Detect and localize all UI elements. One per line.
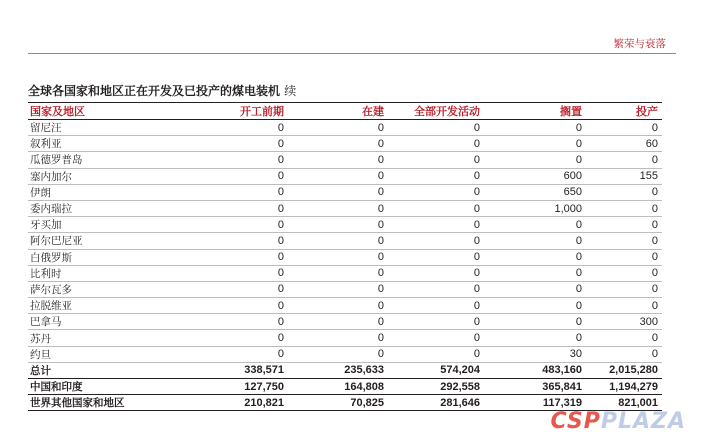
cell-all-development: 0 — [388, 249, 484, 265]
cell-pre-construction: 0 — [188, 346, 288, 362]
cell-construction: 0 — [288, 265, 388, 281]
cell-operating: 0 — [586, 217, 662, 233]
cell-pre-construction: 0 — [188, 200, 288, 216]
cell-operating: 60 — [586, 136, 662, 152]
cell-shelved: 650 — [484, 184, 586, 200]
table-header-row — [28, 103, 662, 120]
cell-pre-construction: 0 — [188, 281, 288, 297]
cell-pre-construction: 0 — [188, 184, 288, 200]
table-row — [28, 314, 662, 330]
cell-operating: 0 — [586, 346, 662, 362]
section-name: 繁荣与衰落 — [613, 38, 666, 50]
cell-construction: 0 — [288, 136, 388, 152]
total-cell-pre-construction: 210,821 — [188, 395, 288, 411]
column-header-pre-construction: 开工前期 — [188, 103, 288, 120]
cell-operating: 0 — [586, 200, 662, 216]
cell-construction: 0 — [288, 184, 388, 200]
table-row — [28, 168, 662, 184]
cell-pre-construction: 0 — [188, 217, 288, 233]
cell-shelved: 0 — [484, 120, 586, 136]
cell-all-development: 0 — [388, 314, 484, 330]
column-header-construction: 在建 — [288, 103, 388, 120]
cell-pre-construction: 0 — [188, 233, 288, 249]
column-header-shelved: 搁置 — [484, 103, 586, 120]
cell-construction: 0 — [288, 200, 388, 216]
page-header — [28, 30, 676, 54]
cell-shelved: 0 — [484, 314, 586, 330]
cell-country: 比利时 — [28, 265, 188, 281]
cell-country: 萨尔瓦多 — [28, 281, 188, 297]
table-title-suffix: 续 — [284, 84, 297, 98]
total-cell-all-development: 281,646 — [388, 395, 484, 411]
total-cell-construction: 235,633 — [288, 362, 388, 378]
cell-pre-construction: 0 — [188, 330, 288, 346]
column-header-operating: 投产 — [586, 103, 662, 120]
total-cell-country: 总计 — [28, 362, 188, 378]
total-row — [28, 362, 662, 378]
total-cell-construction: 70,825 — [288, 395, 388, 411]
cell-pre-construction: 0 — [188, 120, 288, 136]
total-cell-operating: 821,001 — [586, 395, 662, 411]
cell-all-development: 0 — [388, 298, 484, 314]
table-row — [28, 265, 662, 281]
table-row — [28, 120, 662, 136]
cell-all-development: 0 — [388, 281, 484, 297]
cell-construction: 0 — [288, 168, 388, 184]
table-row — [28, 152, 662, 168]
cell-operating: 0 — [586, 120, 662, 136]
cell-country: 白俄罗斯 — [28, 249, 188, 265]
cell-operating: 0 — [586, 152, 662, 168]
cell-operating: 0 — [586, 249, 662, 265]
table-title — [28, 82, 296, 99]
table-row — [28, 281, 662, 297]
cell-construction: 0 — [288, 152, 388, 168]
cell-country: 委内瑞拉 — [28, 200, 188, 216]
cell-operating: 0 — [586, 184, 662, 200]
cell-construction: 0 — [288, 233, 388, 249]
total-row — [28, 379, 662, 395]
cell-all-development: 0 — [388, 136, 484, 152]
cell-pre-construction: 0 — [188, 152, 288, 168]
cell-all-development: 0 — [388, 265, 484, 281]
total-cell-pre-construction: 338,571 — [188, 362, 288, 378]
total-cell-all-development: 574,204 — [388, 362, 484, 378]
cell-country: 留尼汪 — [28, 120, 188, 136]
cell-shelved: 0 — [484, 330, 586, 346]
cell-shelved: 0 — [484, 298, 586, 314]
table-body — [28, 120, 662, 411]
table-row — [28, 200, 662, 216]
watermark-part-b: PLAZA — [600, 409, 686, 434]
cell-country: 牙买加 — [28, 217, 188, 233]
cell-all-development: 0 — [388, 217, 484, 233]
cell-shelved: 0 — [484, 265, 586, 281]
cell-operating: 0 — [586, 330, 662, 346]
cell-pre-construction: 0 — [188, 298, 288, 314]
total-cell-construction: 164,808 — [288, 379, 388, 395]
cell-operating: 0 — [586, 281, 662, 297]
cell-construction: 0 — [288, 281, 388, 297]
cell-operating: 300 — [586, 314, 662, 330]
cell-pre-construction: 0 — [188, 265, 288, 281]
cell-shelved: 30 — [484, 346, 586, 362]
cell-all-development: 0 — [388, 330, 484, 346]
cell-construction: 0 — [288, 298, 388, 314]
table-row — [28, 330, 662, 346]
cell-construction: 0 — [288, 330, 388, 346]
coal-capacity-table — [28, 102, 662, 411]
cell-pre-construction: 0 — [188, 249, 288, 265]
table-row — [28, 217, 662, 233]
watermark-part-a: CSP — [550, 409, 601, 434]
cell-operating: 0 — [586, 233, 662, 249]
cell-country: 叙利亚 — [28, 136, 188, 152]
cell-country: 阿尔巴尼亚 — [28, 233, 188, 249]
total-cell-country: 中国和印度 — [28, 379, 188, 395]
table-row — [28, 346, 662, 362]
column-header-country: 国家及地区 — [28, 103, 188, 120]
cell-country: 约旦 — [28, 346, 188, 362]
watermark-logo — [551, 409, 687, 434]
table-row — [28, 233, 662, 249]
table-row — [28, 249, 662, 265]
total-cell-operating: 1,194,279 — [586, 379, 662, 395]
cell-all-development: 0 — [388, 346, 484, 362]
cell-all-development: 0 — [388, 152, 484, 168]
cell-all-development: 0 — [388, 184, 484, 200]
cell-shelved: 1,000 — [484, 200, 586, 216]
cell-construction: 0 — [288, 249, 388, 265]
cell-operating: 0 — [586, 298, 662, 314]
table-row — [28, 136, 662, 152]
cell-construction: 0 — [288, 314, 388, 330]
table-row — [28, 298, 662, 314]
total-cell-shelved: 365,841 — [484, 379, 586, 395]
total-cell-all-development: 292,558 — [388, 379, 484, 395]
cell-construction: 0 — [288, 217, 388, 233]
cell-all-development: 0 — [388, 200, 484, 216]
cell-country: 拉脱维亚 — [28, 298, 188, 314]
total-cell-shelved: 483,160 — [484, 362, 586, 378]
cell-shelved: 600 — [484, 168, 586, 184]
cell-all-development: 0 — [388, 233, 484, 249]
cell-operating: 0 — [586, 265, 662, 281]
cell-country: 伊朗 — [28, 184, 188, 200]
total-cell-operating: 2,015,280 — [586, 362, 662, 378]
cell-pre-construction: 0 — [188, 168, 288, 184]
cell-country: 瓜德罗普岛 — [28, 152, 188, 168]
cell-country: 苏丹 — [28, 330, 188, 346]
cell-shelved: 0 — [484, 233, 586, 249]
table-title-text: 全球各国家和地区正在开发及已投产的煤电装机 — [28, 84, 281, 98]
cell-shelved: 0 — [484, 217, 586, 233]
total-cell-country: 世界其他国家和地区 — [28, 395, 188, 411]
cell-shelved: 0 — [484, 136, 586, 152]
cell-shelved: 0 — [484, 152, 586, 168]
cell-shelved: 0 — [484, 249, 586, 265]
cell-country: 巴拿马 — [28, 314, 188, 330]
total-cell-shelved: 117,319 — [484, 395, 586, 411]
cell-all-development: 0 — [388, 168, 484, 184]
total-cell-pre-construction: 127,750 — [188, 379, 288, 395]
cell-construction: 0 — [288, 120, 388, 136]
table-row — [28, 184, 662, 200]
cell-shelved: 0 — [484, 281, 586, 297]
cell-country: 塞内加尔 — [28, 168, 188, 184]
cell-all-development: 0 — [388, 120, 484, 136]
cell-pre-construction: 0 — [188, 136, 288, 152]
cell-pre-construction: 0 — [188, 314, 288, 330]
cell-operating: 155 — [586, 168, 662, 184]
cell-construction: 0 — [288, 346, 388, 362]
column-header-all-development: 全部开发活动 — [388, 103, 484, 120]
